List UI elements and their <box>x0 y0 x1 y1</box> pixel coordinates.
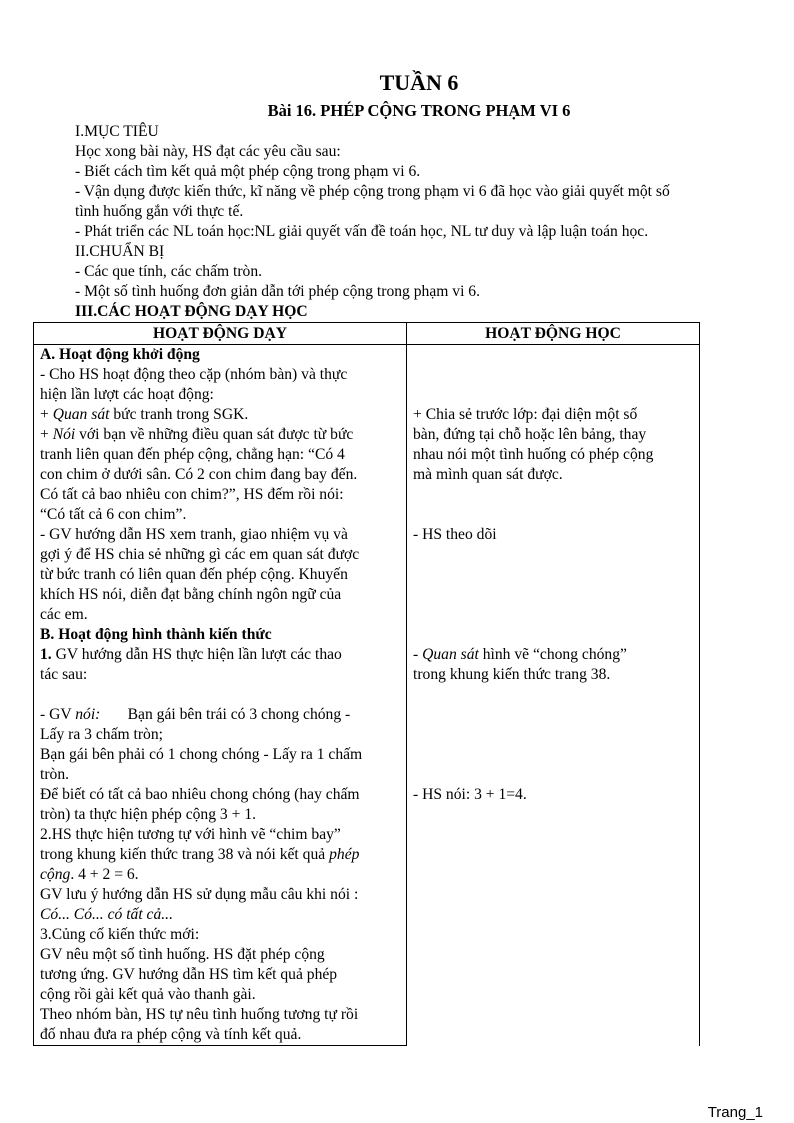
text-line: con chim ở dưới sân. Có 2 con chim đang bay đến. <box>40 466 358 483</box>
text-line: tròn. <box>40 766 70 783</box>
table-header-row <box>34 323 700 345</box>
text-line: + Chia sẻ trước lớp: đại diện một số <box>413 406 638 423</box>
text-line: tương ứng. GV hướng dẫn HS tìm kết quả phép <box>40 966 338 983</box>
text-line: - Quan sát hình vẽ “chong chóng” <box>413 646 627 663</box>
intro-line: - Vận dụng được kiến thức, kĩ năng về phép cộng trong phạm vi 6 đã học vào giải quyết một số <box>75 183 670 200</box>
activities-table <box>33 322 700 1046</box>
text-line: các em. <box>40 606 88 623</box>
text-line: trong khung kiến thức trang 38. <box>413 666 611 683</box>
text-line: Để biết có tất cả bao nhiêu chong chóng (hay chấm <box>40 786 360 803</box>
header-teaching: HOẠT ĐỘNG DẠY <box>34 323 407 345</box>
text-line: + Nói với bạn về những điều quan sát được từ bức <box>40 426 354 443</box>
text-line: nhau nói một tình huống có phép cộng <box>413 446 654 463</box>
text-line: Có tất cả bao nhiêu con chim?”, HS đếm rồi nói: <box>40 486 344 503</box>
blank-line <box>40 685 400 705</box>
section-heading-objectives: I.MỤC TIÊU <box>75 123 159 140</box>
text-line: “Có tất cả 6 con chim”. <box>40 506 187 523</box>
text-line: 3.Củng cố kiến thức mới: <box>40 926 200 943</box>
text-line: tròn) ta thực hiện phép cộng 3 + 1. <box>40 806 257 823</box>
intro-line: Học xong bài này, HS đạt các yêu cầu sau: <box>75 143 341 160</box>
text-line: - Cho HS hoạt động theo cặp (nhóm bàn) và thực <box>40 366 348 383</box>
header-learning: HOẠT ĐỘNG HỌC <box>407 323 700 345</box>
text-line: đố nhau đưa ra phép cộng và tính kết quả. <box>40 1026 302 1043</box>
section-heading-activities: III.CÁC HOẠT ĐỘNG DẠY HỌC <box>75 303 308 320</box>
intro-line: - Một số tình huống đơn giản dẫn tới phép cộng trong phạm vi 6. <box>75 283 480 300</box>
intro-line: tình huống gắn với thực tế. <box>75 203 244 220</box>
text-line: GV nêu một số tình huống. HS đặt phép cộng <box>40 946 325 963</box>
intro-line: - Biết cách tìm kết quả một phép cộng trong phạm vi 6. <box>75 163 421 180</box>
text-line: + Quan sát bức tranh trong SGK. <box>40 406 249 423</box>
text-line: - HS nói: 3 + 1=4. <box>413 786 527 803</box>
page-number: Trang_1 <box>707 1104 763 1121</box>
text-line: tác sau: <box>40 666 88 683</box>
text-line: từ bức tranh có liên quan đến phép cộng. Khuyến <box>40 566 348 583</box>
text-line: - HS theo dõi <box>413 526 497 543</box>
intro-line: - Các que tính, các chấm tròn. <box>75 263 263 280</box>
text-line: trong khung kiến thức trang 38 và nói kết quả phép <box>40 846 360 863</box>
text-line: bàn, đứng tại chỗ hoặc lên bảng, thay <box>413 426 647 443</box>
text-line: 1. GV hướng dẫn HS thực hiện lần lượt các thao <box>40 646 342 663</box>
text-line: gợi ý để HS chia sẻ những gì các em quan sát được <box>40 546 360 563</box>
text-line: Theo nhóm bàn, HS tự nêu tình huống tương tự rồi <box>40 1006 359 1023</box>
intro-section <box>75 122 745 322</box>
intro-line: - Phát triển các NL toán học:NL giải quyết vấn đề toán học, NL tư duy và lập luận toán học. <box>75 223 649 240</box>
text-line: Có... Có... có tất cả... <box>40 906 173 923</box>
text-line: - GV hướng dẫn HS xem tranh, giao nhiệm vụ và <box>40 526 348 543</box>
lesson-title: Bài 16. PHÉP CỘNG TRONG PHẠM VI 6 <box>267 101 571 120</box>
week-title: TUẦN 6 <box>379 70 459 95</box>
text-line: mà mình quan sát được. <box>413 466 563 483</box>
section-heading-preparation: II.CHUẨN BỊ <box>75 243 165 260</box>
text-line: tranh liên quan đến phép cộng, chẳng hạn: “Có 4 <box>40 446 345 463</box>
text-line: Lấy ra 3 chấm tròn; <box>40 726 163 743</box>
section-b-title: B. Hoạt động hình thành kiến thức <box>40 626 272 643</box>
text-line: Bạn gái bên phải có 1 chong chóng - Lấy ra 1 chấm <box>40 746 363 763</box>
text-line: - GV nói: Bạn gái bên trái có 3 chong chóng - <box>40 706 351 723</box>
text-line: hiện lần lượt các hoạt động: <box>40 386 214 403</box>
text-line: GV lưu ý hướng dẫn HS sử dụng mẫu câu khi nói : <box>40 886 359 903</box>
section-a-title: A. Hoạt động khởi động <box>40 346 200 363</box>
text-line: khích HS nói, diễn đạt bằng chính ngôn ngữ của <box>40 586 342 603</box>
text-line: cộng rồi gài kết quả vào thanh gài. <box>40 986 256 1003</box>
learning-cell <box>407 345 700 1046</box>
text-line: cộng. 4 + 2 = 6. <box>40 866 139 883</box>
text-line: 2.HS thực hiện tương tự với hình vẽ “chim bay” <box>40 826 341 843</box>
table-row <box>34 345 700 1046</box>
teaching-cell <box>34 345 407 1046</box>
